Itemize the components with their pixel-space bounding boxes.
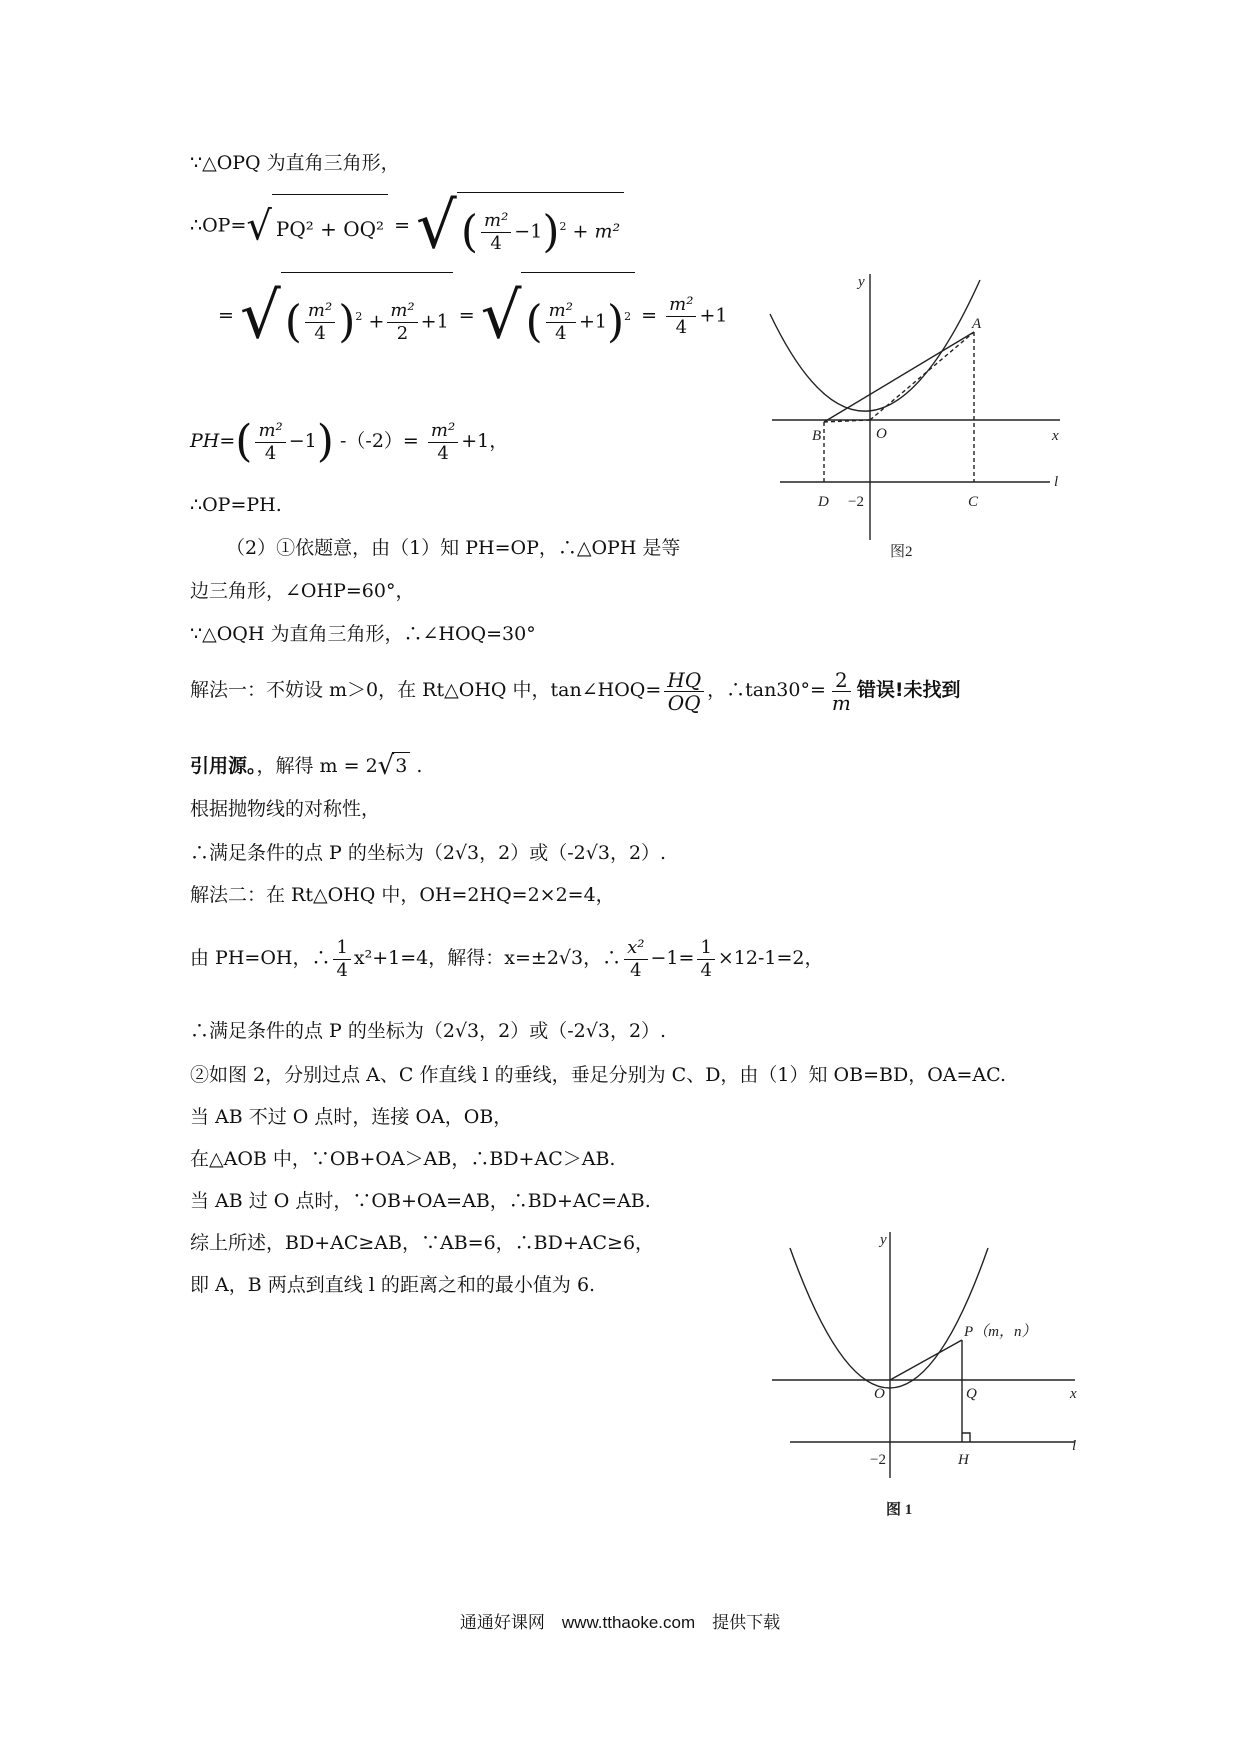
- eq-prefix: =: [218, 304, 234, 327]
- ref-error-text: 错误!未找到: [856, 679, 961, 701]
- text-line-14: [190, 928, 824, 988]
- fig1-label-l: l: [1072, 1438, 1077, 1454]
- fig1-label-neg2: −2: [870, 1452, 886, 1468]
- sqrt-expr-3: √( $\frac{\text{m²}}{4}$ +1)$^2$: [481, 272, 635, 361]
- fig2-label-l: l: [1054, 474, 1059, 490]
- text-line-20: 综上所述，BD+AC≥AB，∵AB=6，∴BD+AC≥6，: [190, 1232, 655, 1254]
- text-line-7: 边三角形，∠OHP=60°，: [190, 580, 415, 602]
- frac-num: m²: [387, 300, 417, 323]
- text-line-5: ∴OP=PH.: [190, 494, 282, 516]
- text-line-9: [190, 662, 961, 718]
- line9-a: 解法一：不妨设 m＞0，在 Rt△OHQ 中，tan∠HOQ=: [190, 679, 662, 701]
- plus-one: +1: [699, 304, 728, 327]
- plus: +: [368, 310, 385, 333]
- sqrt-pq-oq-body: PQ² + OQ²: [272, 194, 388, 259]
- fig1-label-h: H: [958, 1452, 969, 1468]
- frac-den: 4: [314, 322, 326, 344]
- frac-den: m: [831, 690, 851, 715]
- plus-one: +1: [578, 310, 607, 333]
- fig2-label-o: O: [876, 426, 887, 442]
- frac-num: m²: [305, 300, 335, 323]
- text-line-6: （2）①依题意，由（1）知 PH=OP，∴△OPH 是等: [226, 537, 681, 559]
- line10-b: ，解得 m = 2: [256, 755, 378, 777]
- line14-c: −1=: [650, 947, 695, 969]
- frac-num: m²: [546, 300, 576, 323]
- fig2-label-neg2: −2: [848, 494, 864, 510]
- figure-2: [760, 270, 1070, 570]
- frac-den: OQ: [667, 690, 701, 715]
- fig1-label-q: Q: [966, 1386, 977, 1402]
- frac-m2-4: [481, 210, 511, 255]
- plus-m2: + m²: [572, 220, 621, 243]
- fig2-label-b: B: [812, 428, 822, 444]
- frac-num: m²: [666, 294, 696, 317]
- fig1-caption: 图 1: [886, 1502, 913, 1518]
- text-line-15: ∴满足条件的点 P 的坐标为（2√3，2）或（-2√3，2）.: [190, 1020, 667, 1042]
- plus-one: +1: [420, 310, 449, 333]
- line10-d: .: [410, 755, 423, 777]
- minus-one: −1: [288, 430, 317, 452]
- plus-one: +1: [461, 430, 490, 452]
- text-line-18: 在△AOB 中，∵OB+OA＞AB，∴BD+AC＞AB.: [190, 1148, 616, 1170]
- sqrt-expr-1: √( $\frac{\text{m²}}{4}$ −1)$^2$ + m²: [416, 192, 624, 261]
- frac-den: 4: [264, 442, 277, 464]
- line9-b: ，∴tan30°=: [707, 679, 826, 701]
- text-line-11: 根据抛物线的对称性，: [190, 798, 381, 820]
- fig1-label-y: y: [880, 1232, 887, 1248]
- fig2-label-x: x: [1052, 428, 1059, 444]
- sqrt-pq-oq: √ PQ² + OQ²: [246, 194, 388, 259]
- frac-den: 4: [555, 322, 567, 344]
- sqrt-3: 3: [392, 752, 410, 779]
- frac-den: 4: [630, 959, 642, 981]
- text-line-16: ②如图 2，分别过点 A、C 作直线 l 的垂线，垂足分别为 C、D，由（1）知 OB=BD，OA=AC.: [190, 1064, 1007, 1086]
- segment-ab: [824, 332, 974, 422]
- frac-den: 4: [675, 317, 688, 339]
- frac-num: m²: [428, 420, 458, 443]
- fig1-label-x: x: [1070, 1386, 1077, 1402]
- minus-one: −1: [514, 220, 543, 243]
- text-line-17: 当 AB 不过 O 点时，连接 OA，OB，: [190, 1106, 513, 1128]
- frac-num: 1: [333, 937, 350, 960]
- frac-num: 2: [832, 669, 851, 692]
- text-line-21: 即 A，B 两点到直线 l 的距离之和的最小值为 6.: [190, 1274, 596, 1296]
- formula-expand: [218, 272, 727, 361]
- page-footer: 通通好课网 www.tthaoke.com 提供下载: [459, 1613, 781, 1632]
- segment-op: [890, 1340, 962, 1380]
- frac-den: 4: [490, 232, 502, 254]
- ph-mid: -（-2）=: [339, 430, 419, 452]
- fig2-label-a: A: [972, 316, 982, 332]
- line14-d: ×12-1=2，: [717, 947, 824, 969]
- frac-den: 4: [437, 442, 449, 464]
- right-angle-mark: [962, 1433, 970, 1442]
- text-line-1: ∵△OPQ 为直角三角形，: [190, 152, 400, 174]
- formula-op-prefix: ∴OP=: [190, 214, 247, 237]
- frac-den: 2: [396, 322, 409, 344]
- frac-num: HQ: [664, 669, 704, 692]
- eq-sign: =: [394, 214, 410, 237]
- eq-sign: =: [458, 304, 475, 327]
- ref-error-text-2: 引用源。: [190, 755, 257, 777]
- text-line-12: ∴满足条件的点 P 的坐标为（2√3，2）或（-2√3，2）.: [190, 842, 667, 864]
- text-line-13: 解法二：在 Rt△OHQ 中，OH=2HQ=2×2=4，: [190, 884, 615, 906]
- frac-num: m²: [481, 210, 511, 233]
- fig1-label-p: P（m，n）: [964, 1324, 1037, 1340]
- comma: ，: [489, 430, 509, 452]
- fig2-label-y: y: [858, 274, 865, 290]
- fig2-label-d: D: [818, 494, 829, 510]
- text-line-8: ∵△OQH 为直角三角形，∴∠HOQ=30°: [190, 623, 536, 645]
- eq-sign: =: [641, 304, 658, 327]
- frac-den: 4: [336, 959, 348, 981]
- sqrt-expr-2: √( $\frac{\text{m²}}{4}$ )$^2$ + $\frac{\text{m²}}{2}$ +1: [240, 272, 453, 361]
- text-line-19: 当 AB 过 O 点时，∵OB+OA=AB，∴BD+AC=AB.: [190, 1190, 651, 1212]
- figure-1: [760, 1228, 1090, 1540]
- frac-den: 4: [700, 959, 712, 981]
- frac-num: 1: [697, 937, 714, 960]
- parabola: [790, 1248, 988, 1388]
- line14-b: x²+1=4，解得：x=±2√3，∴: [353, 947, 622, 969]
- fig2-caption: 图2: [890, 544, 913, 560]
- ph-prefix: PH=: [190, 430, 236, 452]
- text-line-10: 引用源。，解得 m = 2√3 .: [190, 751, 423, 781]
- formula-ph: PH=( $\frac{\text{m²}}{4}$ −1) -（-2）= $\frac{\text{m²}}{4}$ +1，: [190, 416, 509, 467]
- fig2-label-c: C: [968, 494, 979, 510]
- frac-num: m²: [255, 420, 285, 443]
- line14-a: 由 PH=OH，∴: [190, 947, 331, 969]
- formula-op: [190, 189, 624, 264]
- frac-num: x²: [624, 937, 647, 960]
- fig1-label-o: O: [874, 1386, 885, 1402]
